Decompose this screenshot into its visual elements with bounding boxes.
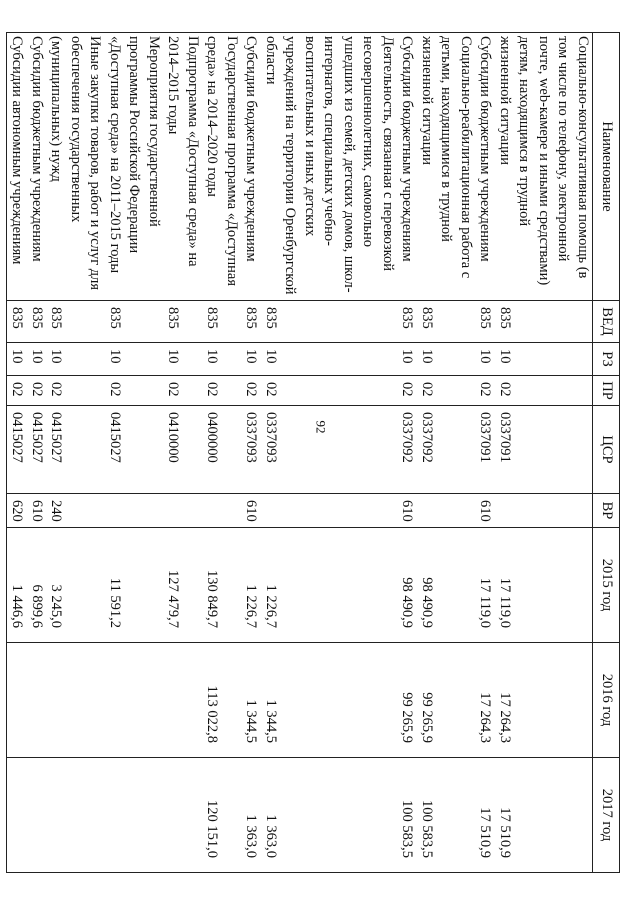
table-header-row — [593, 33, 620, 873]
row-name-cell: Деятельность, связанная с перевозкой несовершеннолетних, самовольно ушедших из семей, детских домов, школ-интернатов, специальных учебно-воспитательных и иных детских учреждений на территории Оренбургской области — [261, 33, 398, 301]
ved-cell: 835 — [417, 301, 476, 343]
rz-cell: 10 — [7, 343, 27, 376]
rz-cell: 10 — [163, 343, 202, 376]
pr-cell: 02 — [163, 376, 202, 406]
amount-2015-cell: 127 479,7 — [163, 528, 202, 643]
row-name-cell: Субсидии бюджетным учреждениям — [27, 33, 47, 301]
vr-cell: 610 — [27, 494, 47, 528]
vr-cell — [495, 494, 593, 528]
amount-2016-cell: 17 264,3 — [495, 643, 593, 758]
table-row — [7, 33, 27, 873]
pr-cell: 02 — [475, 376, 495, 406]
header-vr: ВР — [593, 494, 620, 528]
row-name-cell: Субсидии бюджетным учреждениям — [397, 33, 417, 301]
csr-cell: 0415027 — [46, 406, 105, 494]
amount-2017-cell — [27, 758, 47, 873]
amount-2015-cell: 1 226,7 — [241, 528, 261, 643]
table-row — [397, 33, 417, 873]
ved-cell: 835 — [202, 301, 241, 343]
csr-cell: 0337092 — [397, 406, 417, 494]
amount-2015-cell: 17 119,0 — [475, 528, 495, 643]
csr-cell: 0415027 — [105, 406, 164, 494]
table-row — [27, 33, 47, 873]
table-row — [417, 33, 476, 873]
ved-cell: 835 — [105, 301, 164, 343]
rotated-table-container — [9, 32, 620, 872]
header-name: Наименование — [593, 33, 620, 301]
vr-cell — [202, 494, 241, 528]
amount-2017-cell — [105, 758, 164, 873]
amount-2015-cell: 98 490,9 — [397, 528, 417, 643]
amount-2015-cell: 1 446,6 — [7, 528, 27, 643]
amount-2017-cell: 1 363,0 — [261, 758, 398, 873]
amount-2016-cell: 17 264,3 — [475, 643, 495, 758]
csr-cell: 0337093 — [241, 406, 261, 494]
table-body — [7, 33, 593, 873]
budget-table — [6, 32, 620, 873]
row-name-cell: Государственная программа «Доступная среда» на 2014–2020 годы — [202, 33, 241, 301]
amount-2017-cell — [7, 758, 27, 873]
header-pr: ПР — [593, 376, 620, 406]
amount-2015-cell: 98 490,9 — [417, 528, 476, 643]
vr-cell: 620 — [7, 494, 27, 528]
row-name-cell: Субсидии автономным учреждениям — [7, 33, 27, 301]
amount-2017-cell — [46, 758, 105, 873]
pr-cell: 02 — [417, 376, 476, 406]
table-row — [261, 33, 398, 873]
table-row — [202, 33, 241, 873]
pr-cell: 02 — [27, 376, 47, 406]
amount-2017-cell: 1 363,0 — [241, 758, 261, 873]
header-2017: 2017 год — [593, 758, 620, 873]
pr-cell: 02 — [202, 376, 241, 406]
amount-2016-cell: 99 265,9 — [417, 643, 476, 758]
rz-cell: 10 — [495, 343, 593, 376]
table-row — [241, 33, 261, 873]
amount-2015-cell: 1 226,7 — [261, 528, 398, 643]
csr-cell: 0337093 — [261, 406, 398, 494]
vr-cell: 610 — [475, 494, 495, 528]
table-row — [475, 33, 495, 873]
rz-cell: 10 — [105, 343, 164, 376]
amount-2015-cell: 6 899,6 — [27, 528, 47, 643]
pr-cell: 02 — [397, 376, 417, 406]
amount-2017-cell: 100 583,5 — [417, 758, 476, 873]
ved-cell: 835 — [241, 301, 261, 343]
row-name-cell: Подпрограмма «Доступная среда» на 2014–2015 годы — [163, 33, 202, 301]
amount-2017-cell — [163, 758, 202, 873]
csr-cell: 0410000 — [163, 406, 202, 494]
amount-2017-cell: 120 151,0 — [202, 758, 241, 873]
header-csr: ЦСР — [593, 406, 620, 494]
page-number: 92 — [313, 420, 328, 434]
vr-cell — [163, 494, 202, 528]
table-row — [105, 33, 164, 873]
amount-2016-cell — [7, 643, 27, 758]
csr-cell: 0400000 — [202, 406, 241, 494]
ved-cell: 835 — [261, 301, 398, 343]
header-rz: РЗ — [593, 343, 620, 376]
row-name-cell: Субсидии бюджетным учреждениям — [241, 33, 261, 301]
row-name-cell: Социально-реабилитационная работа с детьми, находящимися в трудной жизненной ситуации — [417, 33, 476, 301]
row-name-cell: Иные закупки товаров, работ и услуг для обеспечения государственных (муниципальных) нужд — [46, 33, 105, 301]
ved-cell: 835 — [46, 301, 105, 343]
pr-cell: 02 — [46, 376, 105, 406]
pr-cell: 02 — [495, 376, 593, 406]
pr-cell: 02 — [105, 376, 164, 406]
amount-2016-cell: 113 022,8 — [202, 643, 241, 758]
csr-cell: 0337091 — [495, 406, 593, 494]
amount-2016-cell: 99 265,9 — [397, 643, 417, 758]
amount-2017-cell: 100 583,5 — [397, 758, 417, 873]
ved-cell: 835 — [397, 301, 417, 343]
amount-2015-cell: 130 849,7 — [202, 528, 241, 643]
vr-cell: 240 — [46, 494, 105, 528]
ved-cell: 835 — [27, 301, 47, 343]
amount-2017-cell: 17 510,9 — [495, 758, 593, 873]
amount-2016-cell — [105, 643, 164, 758]
vr-cell: 610 — [397, 494, 417, 528]
header-2016: 2016 год — [593, 643, 620, 758]
row-name-cell: Социально-консультативная помощь (в том числе по телефону, электронной почте, web-камере и иными средствами) детям, находящимся в трудной жизненной ситуации — [495, 33, 593, 301]
row-name-cell: Мероприятия государственной программы Российской Федерации «Доступная среда» на 2011–2015 годы — [105, 33, 164, 301]
rz-cell: 10 — [475, 343, 495, 376]
ved-cell: 835 — [495, 301, 593, 343]
amount-2016-cell: 1 344,5 — [241, 643, 261, 758]
rz-cell: 10 — [397, 343, 417, 376]
vr-cell — [417, 494, 476, 528]
rz-cell: 10 — [46, 343, 105, 376]
amount-2015-cell: 11 591,2 — [105, 528, 164, 643]
vr-cell — [105, 494, 164, 528]
ved-cell: 835 — [7, 301, 27, 343]
rz-cell: 10 — [417, 343, 476, 376]
vr-cell — [261, 494, 398, 528]
rz-cell: 10 — [241, 343, 261, 376]
pr-cell: 02 — [7, 376, 27, 406]
pr-cell: 02 — [261, 376, 398, 406]
csr-cell: 0337091 — [475, 406, 495, 494]
rz-cell: 10 — [261, 343, 398, 376]
vr-cell: 610 — [241, 494, 261, 528]
csr-cell: 0415027 — [7, 406, 27, 494]
header-2015: 2015 год — [593, 528, 620, 643]
amount-2015-cell: 3 245,0 — [46, 528, 105, 643]
amount-2016-cell: 1 344,5 — [261, 643, 398, 758]
ved-cell: 835 — [163, 301, 202, 343]
amount-2015-cell: 17 119,0 — [495, 528, 593, 643]
table-row — [46, 33, 105, 873]
csr-cell: 0415027 — [27, 406, 47, 494]
ved-cell: 835 — [475, 301, 495, 343]
amount-2016-cell — [163, 643, 202, 758]
amount-2016-cell — [46, 643, 105, 758]
table-row — [495, 33, 593, 873]
rz-cell: 10 — [27, 343, 47, 376]
table-row — [163, 33, 202, 873]
header-ved: ВЕД — [593, 301, 620, 343]
pr-cell: 02 — [241, 376, 261, 406]
rz-cell: 10 — [202, 343, 241, 376]
csr-cell: 0337092 — [417, 406, 476, 494]
row-name-cell: Субсидии бюджетным учреждениям — [475, 33, 495, 301]
amount-2016-cell — [27, 643, 47, 758]
amount-2017-cell: 17 510,9 — [475, 758, 495, 873]
